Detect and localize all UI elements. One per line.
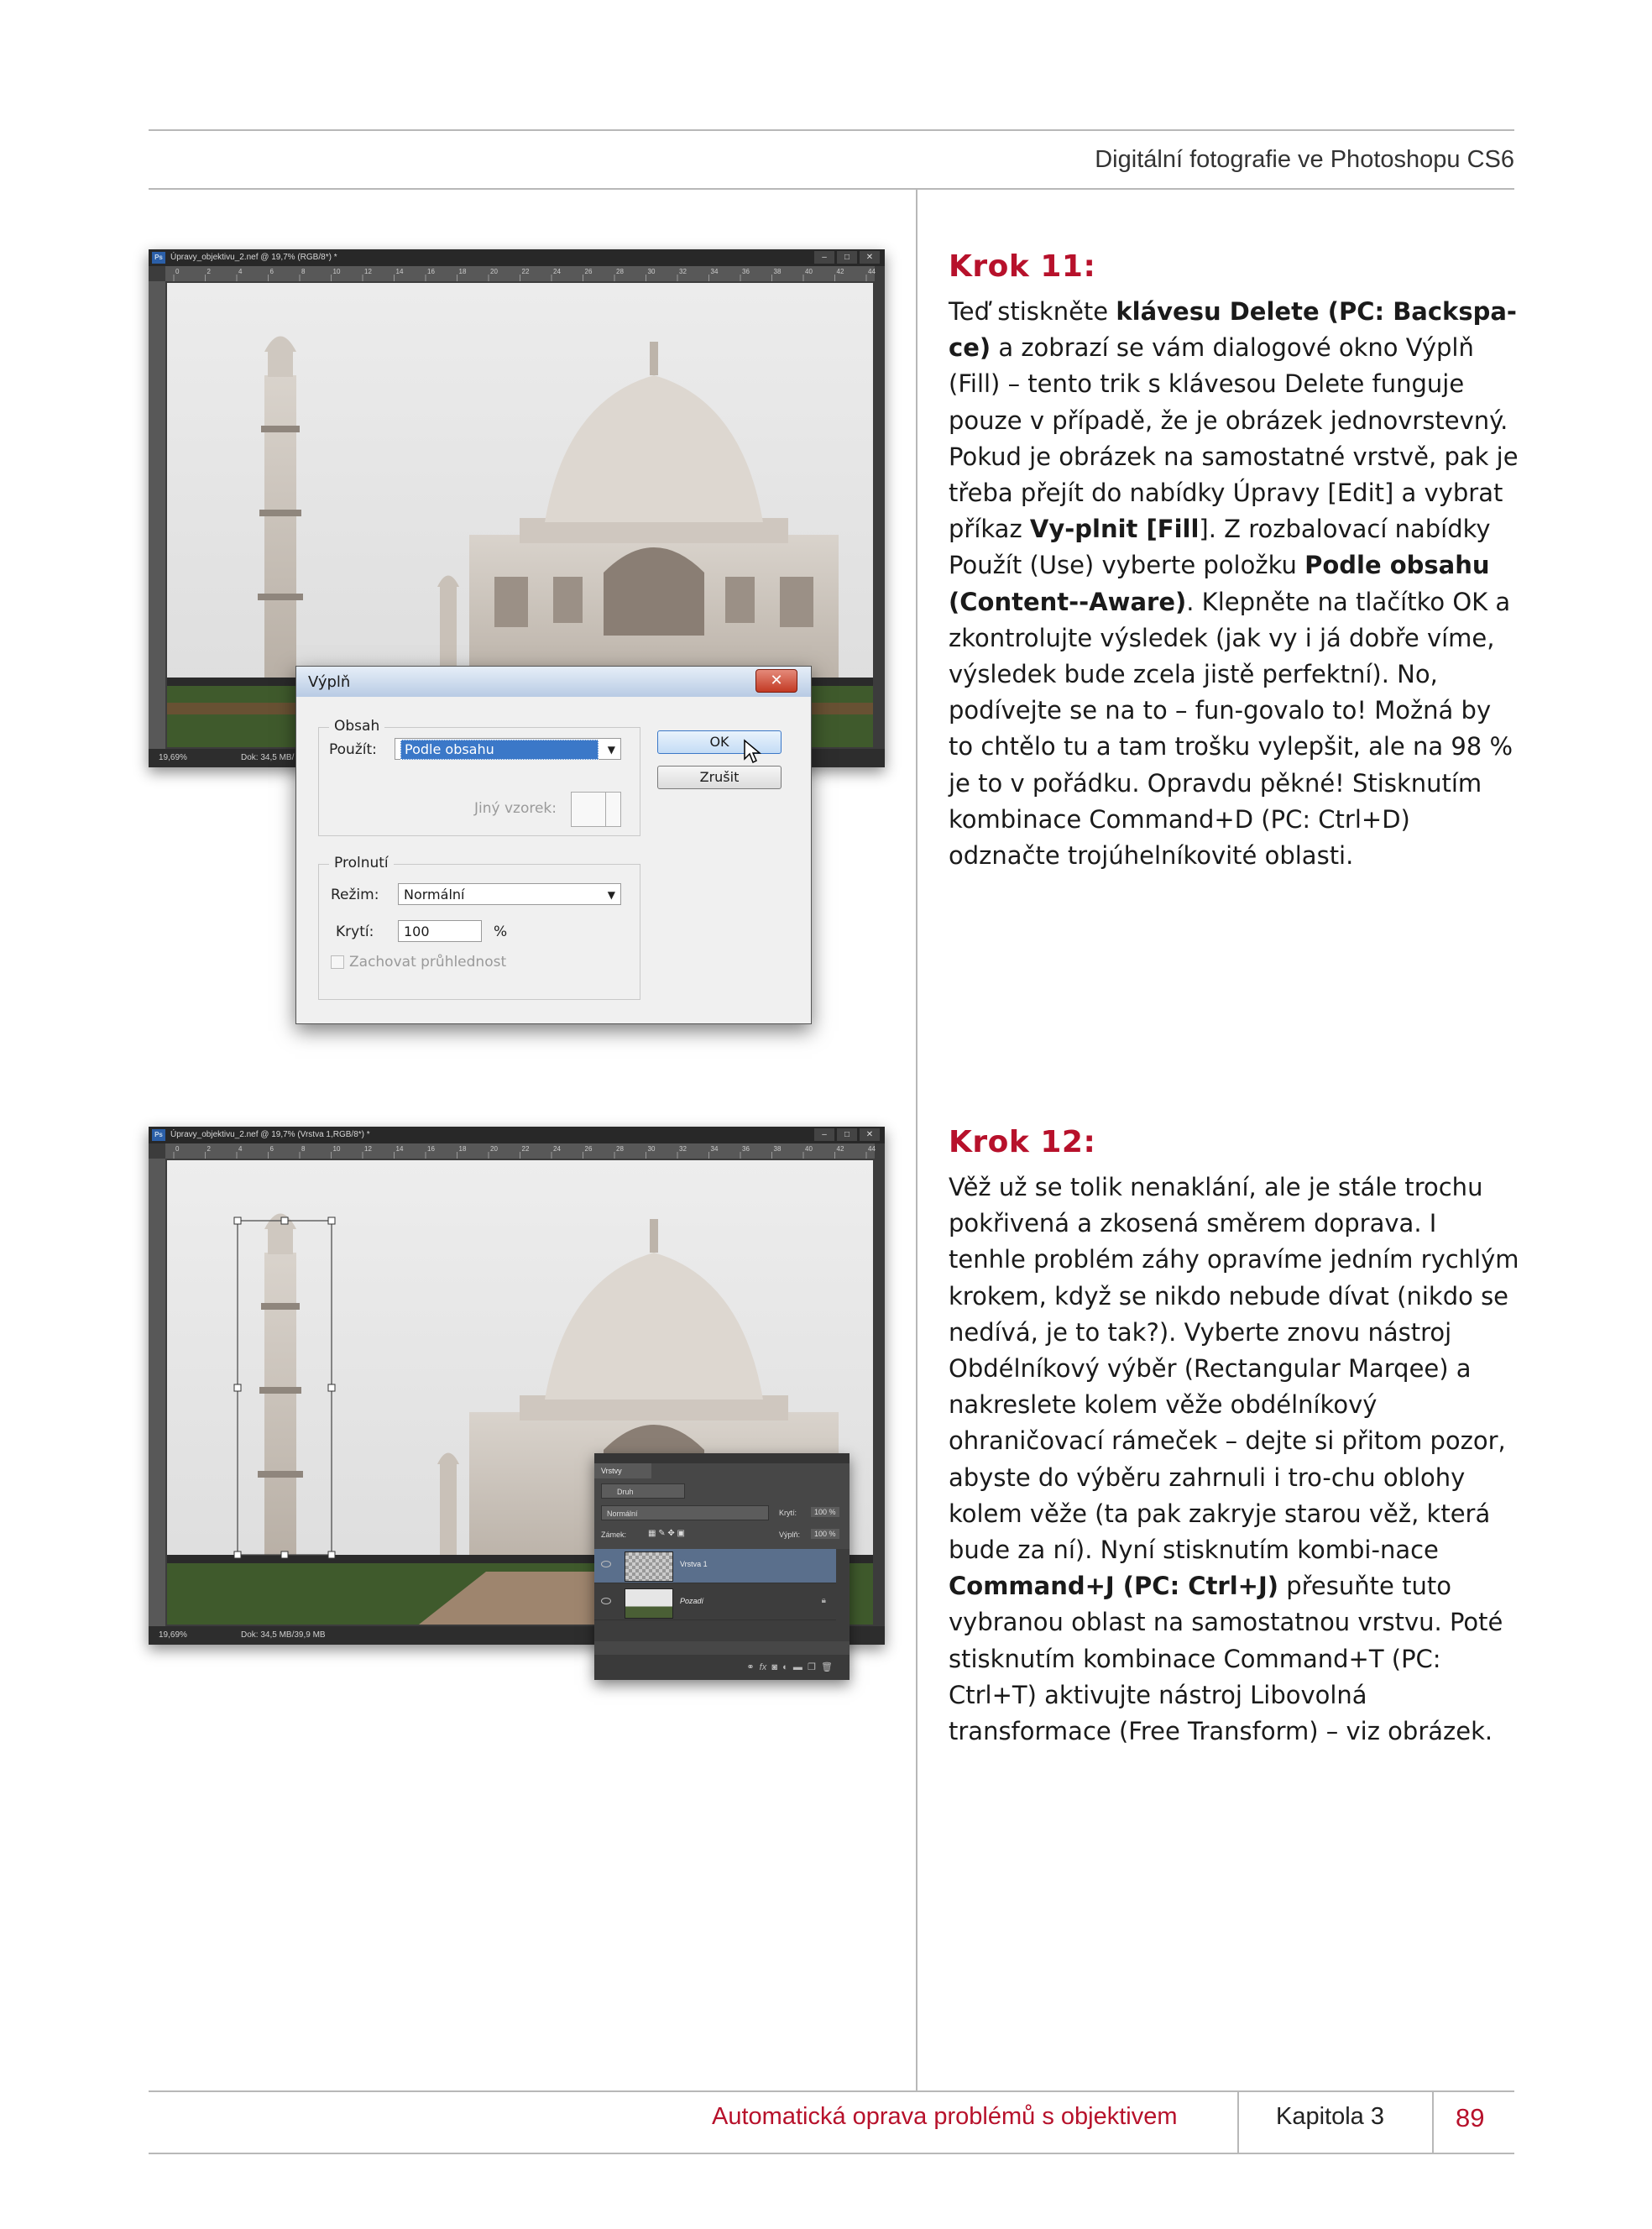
footer-chapter: Kapitola 3 [1276, 2103, 1384, 2130]
footer-separator [1432, 2090, 1434, 2154]
layers-panel [594, 1453, 850, 1680]
ruler-ticks [165, 266, 875, 281]
ruler-tick-label: 42 [836, 268, 844, 275]
step12-segment: Command+J (PC: Ctrl+J) [949, 1572, 1279, 1601]
chevron-down-icon: ▼ [607, 744, 615, 756]
ruler-tick-label: 6 [269, 268, 274, 275]
ruler-tick-label: 32 [679, 268, 687, 275]
blend-row [601, 1505, 843, 1522]
filter-value: Druh [617, 1488, 634, 1496]
footer-rule-bottom [149, 2153, 1514, 2154]
layer-name: Pozadí [680, 1597, 704, 1605]
step-11-body [949, 294, 1519, 874]
ruler-tick-label: 10 [332, 268, 341, 275]
document-size: Dok: 34,5 MB/ [241, 753, 295, 762]
ruler-tick-label: 4 [238, 1145, 243, 1153]
step11-segment: Podle obsahu (Content--Aware) [949, 551, 1490, 616]
header-rule-bottom [149, 188, 1514, 190]
window-title: Úpravy_objektivu_2.nef @ 19,7% (Vrstva 1,RGB/8*) * [170, 1130, 370, 1139]
step-12-body [949, 1169, 1519, 1750]
footer-chapter-title: Automatická oprava problémů s objektivem [712, 2103, 1178, 2130]
step11-segment: Vy-plnit [Fill [1029, 515, 1200, 544]
minimize-button[interactable]: – [814, 251, 834, 264]
ruler-tick-label: 40 [805, 1145, 813, 1153]
layers-tab-label: Vrstvy [601, 1467, 622, 1475]
ruler-tick-label: 38 [773, 1145, 782, 1153]
ruler-tick-label: 38 [773, 268, 782, 275]
ruler-tick-label: 26 [584, 268, 593, 275]
step12-segment: Věž už se tolik nenaklání, ale je stále trochu pokřivená a zkosená směrem doprava. I tenhle problém záhy opravíme jedním rychlým krokem, když se nikdo nebude dívat (nikdo se nedívá, je to tak?). Vyberte znovu nástroj Obdélníkový výběr (Rectangular Marqee) a nakreslete kolem věže obdélníkový ohraničovací rámeček – dejte si přitom pozor, abyste do výběru zahrnuli i tro-chu oblohy kolem věže (ta pak zakryje starou věž, která bude za ní). Nyní stisknutím kombi-nace [949, 1173, 1519, 1565]
ruler-tick-label: 14 [395, 268, 404, 275]
ruler-tick-label: 2 [206, 268, 211, 275]
blend-mode-value: Normální [607, 1510, 638, 1518]
step11-segment: a zobrazí se vám dialogové okno Výplň (Fill) – tento trik s klávesou Delete funguje pouze v případě, že je obrázek jednovrstevný. Pokud je obrázek na samostatné vrstvě, pak je třeba přejít do nabídky Úpravy [Edit] a vybrat příkaz [949, 333, 1519, 544]
mode-select[interactable] [398, 883, 621, 905]
ruler-tick-label: 42 [836, 1145, 844, 1153]
page-number: 89 [1456, 2103, 1485, 2132]
ruler-tick-label: 0 [175, 268, 180, 275]
step12-segment: přesuňte tuto vybranou oblast na samostatnou vrstvu. Poté stisknutím kombinace Command+T (PC: Ctrl+T) aktivujte nástroj Libovolná transformace (Free Transform) – viz obrázek. [949, 1572, 1503, 1746]
content-group [318, 718, 640, 836]
folder-icon[interactable]: ▬ [792, 1662, 802, 1672]
mouse-cursor-icon [743, 739, 761, 764]
ruler-tick-label: 34 [710, 1145, 719, 1153]
ruler-tick-label: 36 [742, 268, 750, 275]
step11-segment: klávesu Delete (PC: Backspa-ce) [949, 297, 1517, 363]
close-button[interactable]: ✕ [860, 1128, 880, 1141]
ruler-tick-label: 28 [616, 1145, 624, 1153]
ruler-tick-label: 4 [238, 268, 243, 275]
layer-row-2[interactable] [594, 1586, 836, 1620]
ok-button[interactable]: OK [657, 730, 782, 754]
blend-mode-select[interactable] [601, 1505, 769, 1520]
maximize-button[interactable]: □ [837, 251, 857, 264]
ruler-tick-label: 24 [553, 268, 561, 275]
ruler-tick-label: 44 [868, 268, 876, 275]
ruler-tick-label: 20 [490, 1145, 498, 1153]
window-title-bar [149, 1127, 885, 1143]
trash-icon[interactable]: 🗑︎ [821, 1662, 833, 1672]
document-size: Dok: 34,5 MB/39,9 MB [241, 1630, 326, 1640]
ruler-tick-label: 30 [647, 1145, 656, 1153]
ruler-tick-label: 34 [710, 268, 719, 275]
ruler-tick-label: 8 [301, 1145, 306, 1153]
layer-row-1[interactable] [594, 1549, 836, 1583]
filter-row [601, 1483, 843, 1500]
opacity-input[interactable] [398, 920, 482, 942]
ruler-tick-label: 0 [175, 1145, 180, 1153]
step11-segment: Teď stiskněte [949, 297, 1116, 326]
filter-select[interactable] [601, 1483, 685, 1499]
link-icon[interactable]: ⚭ [746, 1662, 755, 1672]
group-label: Obsah [329, 718, 384, 735]
photoshop-logo-icon: Ps [152, 252, 165, 264]
ruler-tick-label: 14 [395, 1145, 404, 1153]
fill-value[interactable]: 100 % [811, 1529, 839, 1539]
layers-tab[interactable] [594, 1463, 651, 1478]
step11-segment: ]. Z rozbalovací nabídky Použít (Use) vyberte položku [949, 515, 1491, 580]
ruler-tick-label: 12 [364, 1145, 372, 1153]
fill-label: Výplň: [779, 1530, 801, 1539]
step-11-title: Krok 11: [949, 249, 1096, 284]
pattern-swatch [571, 792, 621, 827]
panel-top-bar [594, 1453, 850, 1463]
ruler-tick-label: 20 [490, 268, 498, 275]
ruler-tick-label: 22 [521, 268, 530, 275]
ruler-tick-label: 16 [427, 268, 435, 275]
window-title: Úpravy_objektivu_2.nef @ 19,7% (RGB/8*) * [170, 253, 337, 262]
photoshop-logo-icon: Ps [152, 1129, 165, 1141]
mode-selected-value: Normální [404, 887, 465, 903]
minimize-button[interactable]: – [814, 1128, 834, 1141]
ruler-tick-label: 8 [301, 268, 306, 275]
opacity-value[interactable]: 100 % [811, 1507, 839, 1517]
fx-icon[interactable]: fx [759, 1662, 767, 1672]
ruler-ticks [165, 1143, 875, 1159]
opacity-label: Krytí: [779, 1509, 797, 1517]
lock-row [601, 1527, 843, 1544]
use-selected-value: Podle obsahu [400, 740, 599, 760]
horizontal-ruler [165, 266, 875, 281]
preserve-transparency-checkbox[interactable] [331, 955, 344, 969]
maximize-button[interactable]: □ [837, 1128, 857, 1141]
ruler-tick-label: 36 [742, 1145, 750, 1153]
running-header: Digitální fotografie ve Photoshopu CS6 [1095, 146, 1514, 173]
header-rule-top [149, 129, 1514, 131]
new-layer-icon[interactable]: ❐ [808, 1662, 816, 1672]
step-12-title: Krok 12: [949, 1125, 1096, 1159]
layer-name: Vrstva 1 [680, 1560, 708, 1568]
lock-label: Zámek: [601, 1530, 627, 1539]
custom-pattern-label: Jiný vzorek: [474, 800, 557, 817]
ruler-tick-label: 10 [332, 1145, 341, 1153]
ruler-tick-label: 22 [521, 1145, 530, 1153]
cancel-button[interactable]: Zrušit [657, 766, 782, 789]
adjustment-icon[interactable]: ◐ [782, 1662, 788, 1672]
ruler-tick-label: 44 [868, 1145, 876, 1153]
ruler-tick-label: 32 [679, 1145, 687, 1153]
lock-icon[interactable]: ▦ ✎ ✥ ▣ [648, 1529, 685, 1538]
close-button[interactable]: ✕ [755, 669, 797, 693]
opacity-unit: % [494, 924, 508, 940]
footer-separator [1237, 2090, 1239, 2154]
footer-rule-top [149, 2090, 1514, 2092]
horizontal-ruler [165, 1143, 875, 1159]
ruler-tick-label: 2 [206, 1145, 211, 1153]
ruler-tick-label: 40 [805, 268, 813, 275]
mode-label: Režim: [331, 887, 379, 903]
step11-segment: . Klepněte na tlačítko OK a zkontrolujte výsledek (jak vy i já dobře víme, výsledek bude zcela jistě perfektní). No, podívejte se na to – fun-govalo to! Možná by to chtělo tu a tam trošku vylepšit, ale na 98 % je to v pořádku. Opravdu pěkné! Stisknutím kombinace Command+D (PC: Ctrl+D) odznačte trojúhelníkovité oblasti. [949, 587, 1513, 871]
ruler-tick-label: 16 [427, 1145, 435, 1153]
zoom-level: 19,69% [159, 1630, 187, 1640]
opacity-value: 100 [404, 924, 430, 939]
use-select[interactable] [395, 738, 621, 760]
layer-list [594, 1549, 850, 1641]
layer-thumbnail [625, 1588, 673, 1619]
blending-group [318, 855, 640, 1000]
group-label: Prolnutí [329, 855, 394, 871]
mask-icon[interactable]: ◙ [771, 1662, 777, 1672]
column-divider [916, 189, 917, 2090]
close-button[interactable]: ✕ [860, 251, 880, 264]
ruler-tick-label: 24 [553, 1145, 561, 1153]
ruler-tick-label: 28 [616, 268, 624, 275]
ruler-tick-label: 30 [647, 268, 656, 275]
fill-dialog [295, 666, 812, 1024]
dialog-title-bar [296, 667, 811, 697]
opacity-label: Krytí: [336, 924, 374, 940]
vertical-ruler [149, 281, 165, 749]
dialog-title: Výplň [308, 673, 351, 691]
window-title-bar [149, 249, 885, 266]
layer-thumbnail [625, 1551, 673, 1582]
eye-icon[interactable] [601, 1598, 611, 1604]
ruler-tick-label: 18 [458, 1145, 467, 1153]
zoom-level: 19,69% [159, 753, 187, 762]
ruler-tick-label: 6 [269, 1145, 274, 1153]
preserve-transparency-label: Zachovat průhlednost [349, 954, 507, 971]
chevron-down-icon: ▼ [607, 889, 615, 901]
panel-footer-icons [594, 1655, 850, 1680]
vertical-ruler [149, 1159, 165, 1626]
lock-icon: 🔒︎ [821, 1596, 826, 1605]
use-label: Použít: [329, 741, 377, 758]
ruler-tick-label: 26 [584, 1145, 593, 1153]
eye-icon[interactable] [601, 1561, 611, 1567]
ruler-tick-label: 18 [458, 268, 467, 275]
ruler-tick-label: 12 [364, 268, 372, 275]
